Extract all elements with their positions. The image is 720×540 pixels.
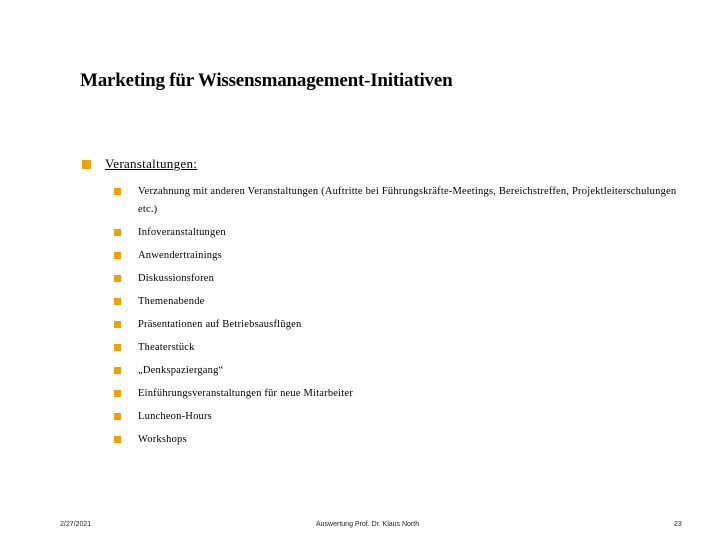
list-item-text: Präsentationen auf Betriebsausflügen xyxy=(138,319,302,330)
section-heading xyxy=(82,156,197,172)
list-item-text: Diskussionsforen xyxy=(138,273,215,284)
event-list xyxy=(114,183,694,454)
slide-title: Marketing für Wissensmanagement-Initiativen xyxy=(80,70,453,91)
list-item-text: Themenabende xyxy=(138,296,205,307)
list-item-text: Einführungsveranstaltungen für neue Mitarbeiter xyxy=(138,388,353,399)
square-bullet-icon xyxy=(114,344,121,351)
list-item xyxy=(114,408,694,426)
list-item-text: Workshops xyxy=(138,434,187,445)
list-item xyxy=(114,385,694,403)
square-bullet-icon xyxy=(114,321,121,328)
section-label: Veranstaltungen: xyxy=(105,156,198,171)
list-item xyxy=(114,183,694,219)
square-bullet-icon xyxy=(114,252,121,259)
list-item xyxy=(114,224,694,242)
square-bullet-icon xyxy=(114,413,121,420)
list-item xyxy=(114,339,694,357)
list-item-text: Luncheon-Hours xyxy=(138,411,212,422)
list-item xyxy=(114,316,694,334)
list-item xyxy=(114,293,694,311)
list-item-text: Theaterstück xyxy=(138,342,195,353)
page-number: 23 xyxy=(674,521,682,528)
square-bullet-icon xyxy=(114,229,121,236)
square-bullet-icon xyxy=(82,160,91,169)
list-item xyxy=(114,270,694,288)
list-item xyxy=(114,247,694,265)
footer-author: Auswertung Prof. Dr. Klaus North xyxy=(316,521,420,528)
list-item-text: Verzahnung mit anderen Veranstaltungen (Auftritte bei Führungskräfte-Meetings, Bereichstreffen, Projektleiterschulungen etc.) xyxy=(138,186,677,215)
list-item-text: Anwendertrainings xyxy=(138,250,222,261)
list-item-text: „Denkspaziergang“ xyxy=(138,365,224,376)
square-bullet-icon xyxy=(114,367,121,374)
square-bullet-icon xyxy=(114,298,121,305)
footer-date: 2/27/2021 xyxy=(60,521,92,528)
square-bullet-icon xyxy=(114,390,121,397)
list-item-text: Infoveranstaltungen xyxy=(138,227,226,238)
list-item xyxy=(114,362,694,380)
square-bullet-icon xyxy=(114,275,121,282)
square-bullet-icon xyxy=(114,188,121,195)
list-item xyxy=(114,431,694,449)
square-bullet-icon xyxy=(114,436,121,443)
